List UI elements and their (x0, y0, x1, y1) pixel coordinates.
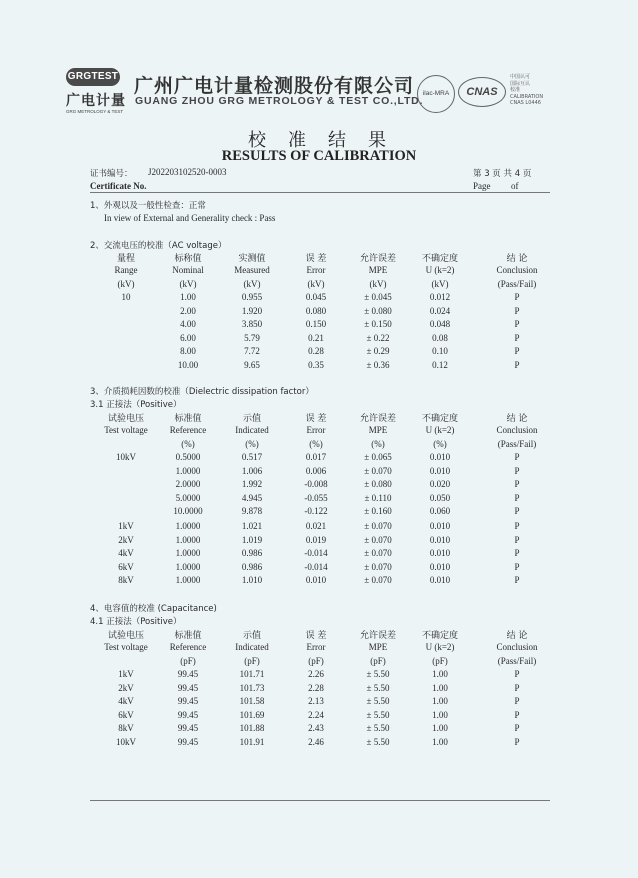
section3-heading: 3、介质损耗因数的校准（Dielectric dissipation factor） (90, 387, 314, 397)
column-header: (pF) (432, 656, 448, 666)
column-header: Reference (169, 642, 207, 652)
table-cell: 1.019 (241, 534, 263, 545)
table-cell: P (514, 346, 520, 357)
table-cell: 0.150 (305, 319, 327, 330)
table-cell: 1.0000 (175, 465, 201, 476)
table-cell: 0.12 (432, 360, 448, 370)
table-cell: 4kV (118, 696, 134, 707)
section2-heading: 2、交流电压的校准（AC voltage） (90, 241, 227, 251)
column-header: 标准值 (174, 414, 202, 424)
table-cell: ± 5.50 (366, 709, 390, 720)
table-cell: 5.79 (244, 332, 260, 343)
table-cell: 0.020 (429, 479, 451, 490)
table-cell: 8kV (118, 575, 134, 586)
table-cell: 99.45 (177, 669, 199, 679)
column-header: (kV) (117, 279, 135, 289)
table-cell: 0.010 (429, 534, 451, 545)
table-cell: 1.00 (432, 669, 448, 679)
table-cell: 1kV (118, 669, 134, 679)
table-cell: 2kV (118, 534, 134, 545)
column-header: 误 差 (305, 414, 327, 424)
table-cell: ± 0.110 (364, 492, 392, 503)
column-header: Conclusion (496, 425, 538, 435)
column-header: Reference (169, 425, 207, 435)
table-cell: 2.43 (308, 723, 324, 734)
column-header: Nominal (172, 265, 204, 275)
table-cell: ± 0.160 (364, 506, 392, 517)
table-cell: 4.00 (180, 319, 196, 330)
column-header: (kV) (307, 279, 325, 289)
table-cell: 10.00 (177, 360, 199, 370)
column-header: (Pass/Fail) (497, 439, 537, 449)
table-cell: 0.955 (241, 292, 263, 302)
table-cell: 0.021 (305, 521, 327, 531)
column-header: (%) (433, 439, 447, 449)
table-cell: P (514, 575, 520, 586)
table-cell: 0.010 (429, 575, 451, 586)
table-cell: 0.006 (305, 465, 327, 476)
table-cell: 9.878 (241, 506, 263, 517)
column-header: (pF) (370, 656, 386, 666)
table-cell: ± 5.50 (366, 669, 390, 679)
cert-label-en: Certificate No. (90, 181, 147, 191)
table-cell: 0.517 (241, 452, 263, 462)
table-cell: 2kV (118, 682, 134, 693)
table-cell: 2.26 (308, 669, 324, 679)
table-cell: 0.024 (429, 305, 451, 316)
section1-heading: 1、外观以及一般性检查：正常 (90, 201, 206, 211)
table-cell: 99.45 (177, 737, 199, 747)
section4-subheading: 4.1 正接法（Positive） (90, 617, 182, 627)
cnas-logo: CNAS (458, 77, 506, 107)
company-name-cn: 广州广电计量检测股份有限公司 (134, 75, 415, 97)
table-cell: ± 0.070 (364, 521, 392, 531)
table-cell: ± 0.070 (364, 534, 392, 545)
table-cell: 101.58 (239, 696, 265, 707)
table-cell: 1.00 (432, 737, 448, 747)
table-cell: 0.080 (305, 305, 327, 316)
column-header: Test voltage (104, 425, 148, 435)
column-header: 允许误差 (359, 254, 396, 264)
column-header: U (k=2) (425, 425, 455, 435)
table-cell: 0.050 (429, 492, 451, 503)
table-cell: P (514, 292, 520, 302)
table-cell: 5.0000 (175, 492, 201, 503)
table-cell: 9.65 (244, 360, 260, 370)
table-cell: P (514, 534, 520, 545)
column-header: (Pass/Fail) (497, 656, 537, 666)
table-cell: P (514, 479, 520, 490)
table-cell: ± 0.045 (364, 292, 392, 302)
table-cell: ± 5.50 (366, 682, 390, 693)
table-cell: 0.35 (308, 360, 324, 370)
table-cell: 4.945 (241, 492, 263, 503)
column-header: 量程 (116, 254, 135, 264)
header-divider (90, 192, 550, 193)
table-cell: 101.71 (239, 669, 265, 679)
table-cell: 2.28 (308, 682, 324, 693)
table-cell: 101.91 (239, 737, 265, 747)
column-header: Range (114, 265, 138, 275)
column-header: U (k=2) (425, 265, 455, 275)
table-cell: 0.010 (429, 521, 451, 531)
column-header: 标准值 (174, 631, 202, 641)
grgtest-logo: GRGTEST (66, 68, 120, 86)
column-header: 误 差 (305, 631, 327, 641)
table-cell: 0.5000 (175, 452, 201, 462)
table-cell: ± 0.22 (366, 332, 390, 343)
column-header: (%) (371, 439, 385, 449)
table-cell: 0.017 (305, 452, 327, 462)
table-cell: 99.45 (177, 682, 199, 693)
table-cell: 4kV (118, 548, 134, 559)
column-header: 结 论 (506, 414, 528, 424)
table-cell: 0.986 (241, 561, 263, 572)
column-header: 示值 (242, 631, 261, 641)
section3-subheading: 3.1 正接法（Positive） (90, 400, 182, 410)
table-cell: 0.045 (305, 292, 327, 302)
table-cell: 101.88 (239, 723, 265, 734)
column-header: 允许误差 (359, 631, 396, 641)
table-cell: ± 0.070 (364, 465, 392, 476)
table-cell: 0.060 (429, 506, 451, 517)
page-number-cn: 第 3 页 共 4 页 (473, 169, 532, 179)
column-header: (%) (181, 439, 195, 449)
table-cell: 1.00 (432, 682, 448, 693)
table-cell: 2.00 (180, 305, 196, 316)
table-cell: 8kV (118, 723, 134, 734)
table-cell: 2.24 (308, 709, 324, 720)
table-cell: 6kV (118, 561, 134, 572)
table-cell: 101.69 (239, 709, 265, 720)
column-header: (kV) (243, 279, 261, 289)
table-cell: 1.00 (432, 709, 448, 720)
column-header: 结 论 (506, 631, 528, 641)
table-cell: P (514, 696, 520, 707)
table-cell: P (514, 561, 520, 572)
table-cell: P (514, 709, 520, 720)
table-cell: 0.010 (429, 452, 451, 462)
table-cell: ± 0.070 (364, 548, 392, 559)
table-cell: ± 5.50 (366, 696, 390, 707)
page-label-en: Page (473, 181, 491, 191)
table-cell: 10kV (116, 452, 136, 462)
table-cell: 0.10 (432, 346, 448, 357)
table-cell: 99.45 (177, 723, 199, 734)
table-cell: -0.122 (304, 506, 328, 517)
table-cell: ± 0.070 (364, 561, 392, 572)
column-header: Indicated (235, 642, 269, 652)
column-header: (pF) (308, 656, 324, 666)
column-header: 不确定度 (421, 414, 458, 424)
table-cell: 6.00 (180, 332, 196, 343)
table-cell: 1.0000 (175, 534, 201, 545)
table-cell: ± 0.150 (364, 319, 392, 330)
cert-number: J202203102520-0003 (148, 167, 227, 177)
ilac-mra-logo: ilac-MRA (417, 75, 455, 113)
column-header: (Pass/Fail) (497, 279, 537, 289)
table-cell: 2.46 (308, 737, 324, 747)
table-cell: 1.992 (241, 479, 263, 490)
table-cell: 0.21 (308, 332, 324, 343)
table-cell: 10 (121, 292, 131, 302)
column-header: 不确定度 (421, 254, 458, 264)
table-cell: P (514, 305, 520, 316)
column-header: 试验电压 (107, 414, 144, 424)
column-header: Error (306, 425, 326, 435)
column-header: (kV) (431, 279, 449, 289)
table-cell: 1.00 (180, 292, 196, 302)
logo-chinese-name: 广电计量 (66, 93, 126, 109)
table-cell: 1.0000 (175, 548, 201, 559)
table-cell: -0.014 (304, 548, 328, 559)
table-cell: 1.006 (241, 465, 263, 476)
company-name-en: GUANG ZHOU GRG METROLOGY & TEST CO.,LTD. (135, 95, 424, 107)
table-cell: 1.010 (241, 575, 263, 586)
column-header: (%) (309, 439, 323, 449)
column-header: MPE (368, 265, 388, 275)
cert-label-cn: 证书编号： (90, 169, 133, 179)
table-cell: 10.0000 (173, 506, 203, 517)
table-cell: -0.014 (304, 561, 328, 572)
column-header: Conclusion (496, 642, 538, 652)
logo-subtitle: GRG METROLOGY & TEST (66, 109, 124, 114)
table-cell: 1.0000 (175, 561, 201, 572)
table-cell: P (514, 682, 520, 693)
column-header: (kV) (179, 279, 197, 289)
table-cell: P (514, 360, 520, 370)
cnas-accreditation-text: 中国认可 国际互认 校准 CALIBRATION CNAS L0446 (510, 74, 544, 106)
table-cell: 0.012 (429, 292, 451, 302)
table-cell: P (514, 465, 520, 476)
table-cell: P (514, 521, 520, 531)
column-header: 实测值 (238, 254, 266, 264)
section1-text: In view of External and Generality check : Pass (104, 213, 276, 223)
section4-heading: 4、电容值的校准 (Capacitance) (90, 604, 217, 614)
table-cell: 2.13 (308, 696, 324, 707)
table-cell: P (514, 506, 520, 517)
title-cn: 校准结果 (248, 130, 408, 151)
table-cell: 0.019 (305, 534, 327, 545)
column-header: 允许误差 (359, 414, 396, 424)
column-header: U (k=2) (425, 642, 455, 652)
table-cell: ± 0.065 (364, 452, 392, 462)
table-cell: 8.00 (180, 346, 196, 357)
table-cell: P (514, 737, 520, 747)
table-cell: ± 0.29 (366, 346, 390, 357)
table-cell: 0.986 (241, 548, 263, 559)
title-en: RESULTS OF CALIBRATION (221, 148, 417, 164)
table-cell: 99.45 (177, 696, 199, 707)
table-cell: 0.010 (429, 465, 451, 476)
footer-divider (90, 800, 550, 801)
table-cell: 1.0000 (175, 575, 201, 586)
column-header: Indicated (235, 425, 269, 435)
table-cell: ± 0.36 (366, 360, 390, 370)
column-header: 试验电压 (107, 631, 144, 641)
table-cell: 7.72 (244, 346, 260, 357)
table-cell: P (514, 492, 520, 503)
table-cell: 10kV (116, 737, 136, 747)
table-cell: 0.010 (305, 575, 327, 586)
table-cell: P (514, 723, 520, 734)
table-cell: 1.00 (432, 696, 448, 707)
table-cell: 99.45 (177, 709, 199, 720)
table-cell: P (514, 452, 520, 462)
table-cell: 0.08 (432, 332, 448, 343)
column-header: Error (306, 642, 326, 652)
table-cell: 1kV (118, 521, 134, 531)
table-cell: 1.920 (241, 305, 263, 316)
table-cell: 0.010 (429, 548, 451, 559)
table-cell: 1.021 (241, 521, 263, 531)
column-header: 标称值 (174, 254, 202, 264)
table-cell: 1.0000 (175, 521, 201, 531)
table-cell: 101.73 (239, 682, 265, 693)
table-cell: ± 0.070 (364, 575, 392, 586)
column-header: Test voltage (104, 642, 148, 652)
column-header: (%) (245, 439, 259, 449)
column-header: Measured (234, 265, 270, 275)
column-header: (pF) (244, 656, 260, 666)
page-of-en: of (511, 181, 519, 191)
table-cell: P (514, 669, 520, 679)
table-cell: -0.055 (304, 492, 328, 503)
table-cell: 0.28 (308, 346, 324, 357)
table-cell: P (514, 548, 520, 559)
column-header: 示值 (242, 414, 261, 424)
table-cell: 0.010 (429, 561, 451, 572)
table-cell: P (514, 319, 520, 330)
table-cell: 0.048 (429, 319, 451, 330)
column-header: MPE (368, 642, 388, 652)
table-cell: 1.00 (432, 723, 448, 734)
column-header: MPE (368, 425, 388, 435)
table-cell: 3.850 (241, 319, 263, 330)
table-cell: -0.008 (304, 479, 328, 490)
column-header: 不确定度 (421, 631, 458, 641)
column-header: (pF) (180, 656, 196, 666)
column-header: Error (306, 265, 326, 275)
column-header: 结 论 (506, 254, 528, 264)
table-cell: ± 5.50 (366, 737, 390, 747)
table-cell: 6kV (118, 709, 134, 720)
table-cell: ± 0.080 (364, 305, 392, 316)
table-cell: 2.0000 (175, 479, 201, 490)
column-header: Conclusion (496, 265, 538, 275)
column-header: 误 差 (305, 254, 327, 264)
table-cell: ± 5.50 (366, 723, 390, 734)
table-cell: ± 0.080 (364, 479, 392, 490)
column-header: (kV) (369, 279, 387, 289)
table-cell: P (514, 332, 520, 343)
